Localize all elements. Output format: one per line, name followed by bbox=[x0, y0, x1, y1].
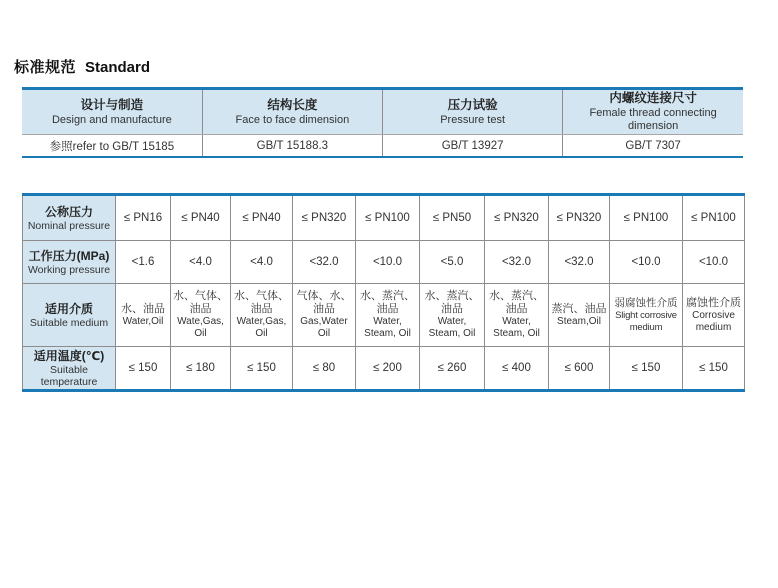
param-medium-en: Water, Steam, Oil bbox=[364, 316, 411, 339]
standards-header-zh: 结构长度 bbox=[267, 97, 318, 112]
standards-header-en: Pressure test bbox=[440, 113, 506, 126]
param-cell-medium-10 bbox=[683, 284, 745, 347]
param-cell-working_pressure-4: <32.0 bbox=[293, 241, 356, 284]
standards-header-cell-0 bbox=[22, 89, 202, 135]
param-row-header-temperature bbox=[23, 347, 116, 391]
param-medium-zh: 水、蒸汽、油品 bbox=[424, 290, 480, 315]
param-cell-temperature-10: ≤ 150 bbox=[683, 347, 745, 391]
param-cell-medium-9 bbox=[610, 284, 683, 347]
param-cell-working_pressure-7: <32.0 bbox=[485, 241, 549, 284]
param-cell-medium-1 bbox=[116, 284, 171, 347]
standards-header-en: Face to face dimension bbox=[235, 113, 350, 126]
param-cell-temperature-7: ≤ 400 bbox=[485, 347, 549, 391]
standards-value-cell-0: 参照refer to GB/T 15185 bbox=[22, 135, 202, 158]
param-cell-temperature-2: ≤ 180 bbox=[171, 347, 231, 391]
standards-value-cell-3: GB/T 7307 bbox=[563, 135, 743, 158]
standards-header-zh: 内螺纹连接尺寸 bbox=[609, 91, 697, 105]
param-cell-medium-8 bbox=[549, 284, 610, 347]
param-medium-en: Water, Steam, Oil bbox=[428, 316, 476, 339]
param-cell-working_pressure-5: <10.0 bbox=[356, 241, 420, 284]
param-cell-temperature-3: ≤ 150 bbox=[231, 347, 293, 391]
param-row-medium bbox=[23, 284, 745, 347]
standards-value-cell-2: GB/T 13927 bbox=[383, 135, 563, 158]
param-cell-working_pressure-1: <1.6 bbox=[116, 241, 171, 284]
standards-header-en: Design and manufacture bbox=[51, 113, 172, 126]
standards-header-row bbox=[22, 89, 743, 135]
param-cell-temperature-1: ≤ 150 bbox=[116, 347, 171, 391]
param-row-header-zh: 工作压力(MPa) bbox=[28, 248, 110, 263]
param-row-header-zh: 适用温度(℃) bbox=[33, 348, 105, 363]
standards-value-row bbox=[22, 135, 743, 158]
standards-header-cell-1 bbox=[202, 89, 382, 135]
param-cell-temperature-6: ≤ 260 bbox=[420, 347, 485, 391]
param-medium-zh: 水、油品 bbox=[121, 302, 165, 315]
param-row-header-nominal_pressure bbox=[23, 195, 116, 241]
param-cell-nominal_pressure-7: ≤ PN320 bbox=[485, 195, 549, 241]
param-medium-en: Wate,Gas, Oil bbox=[177, 316, 224, 339]
param-row-header-zh: 公称压力 bbox=[44, 204, 93, 219]
param-medium-en: Water,Gas, Oil bbox=[236, 316, 287, 339]
param-cell-working_pressure-2: <4.0 bbox=[171, 241, 231, 284]
param-medium-zh: 弱腐蚀性介质 bbox=[614, 296, 678, 309]
param-medium-zh: 水、蒸汽、油品 bbox=[489, 290, 544, 315]
parameters-tbody bbox=[23, 195, 745, 391]
param-cell-temperature-5: ≤ 200 bbox=[356, 347, 420, 391]
param-medium-zh: 水、气体、油品 bbox=[173, 290, 228, 315]
parameters-table bbox=[22, 193, 745, 392]
standards-header-zh: 压力试验 bbox=[447, 97, 498, 112]
param-cell-nominal_pressure-6: ≤ PN50 bbox=[420, 195, 485, 241]
page-title-en: Standard bbox=[85, 59, 151, 76]
param-medium-en: Water,Oil bbox=[122, 315, 164, 327]
param-cell-medium-3 bbox=[231, 284, 293, 347]
param-cell-working_pressure-3: <4.0 bbox=[231, 241, 293, 284]
standards-header-zh: 设计与制造 bbox=[80, 97, 144, 112]
param-cell-nominal_pressure-5: ≤ PN100 bbox=[356, 195, 420, 241]
param-medium-zh: 腐蚀性介质 bbox=[686, 296, 741, 309]
param-cell-temperature-9: ≤ 150 bbox=[610, 347, 683, 391]
param-row-header-en: Suitable medium bbox=[29, 316, 109, 329]
param-medium-en: Slight corrosive medium bbox=[615, 309, 677, 333]
param-cell-nominal_pressure-8: ≤ PN320 bbox=[549, 195, 610, 241]
param-row-working_pressure bbox=[23, 241, 745, 284]
param-medium-zh: 水、气体、油品 bbox=[234, 290, 289, 315]
param-medium-zh: 蒸汽、油品 bbox=[551, 302, 607, 315]
param-medium-zh: 水、蒸汽、油品 bbox=[360, 290, 415, 315]
param-row-header-working_pressure bbox=[23, 241, 116, 284]
param-row-temperature bbox=[23, 347, 745, 391]
param-cell-nominal_pressure-3: ≤ PN40 bbox=[231, 195, 293, 241]
param-cell-nominal_pressure-2: ≤ PN40 bbox=[171, 195, 231, 241]
param-cell-nominal_pressure-4: ≤ PN320 bbox=[293, 195, 356, 241]
param-cell-working_pressure-6: <5.0 bbox=[420, 241, 485, 284]
param-cell-medium-7 bbox=[485, 284, 549, 347]
param-row-header-zh: 适用介质 bbox=[44, 301, 93, 316]
param-medium-en: Water, Steam, Oil bbox=[493, 316, 540, 339]
param-medium-en: Gas,Water Oil bbox=[300, 316, 348, 339]
param-cell-working_pressure-10: <10.0 bbox=[683, 241, 745, 284]
param-medium-zh: 气体、水、油品 bbox=[296, 290, 352, 315]
param-cell-medium-5 bbox=[356, 284, 420, 347]
standards-header-cell-2 bbox=[383, 89, 563, 135]
param-cell-medium-6 bbox=[420, 284, 485, 347]
param-row-header-en: Nominal pressure bbox=[27, 219, 111, 232]
param-row-nominal_pressure bbox=[23, 195, 745, 241]
param-row-header-en: Working pressure bbox=[27, 263, 111, 276]
param-cell-temperature-8: ≤ 600 bbox=[549, 347, 610, 391]
param-cell-medium-2 bbox=[171, 284, 231, 347]
param-row-header-medium bbox=[23, 284, 116, 347]
param-cell-working_pressure-9: <10.0 bbox=[610, 241, 683, 284]
param-medium-en: Corrosive medium bbox=[692, 309, 735, 333]
param-cell-temperature-4: ≤ 80 bbox=[293, 347, 356, 391]
page-title bbox=[14, 56, 150, 77]
param-medium-en: Steam,Oil bbox=[557, 315, 601, 327]
page-title-zh: 标准规范 bbox=[14, 59, 77, 76]
param-cell-nominal_pressure-10: ≤ PN100 bbox=[683, 195, 745, 241]
param-cell-nominal_pressure-9: ≤ PN100 bbox=[610, 195, 683, 241]
standards-header-en: Female thread connecting dimension bbox=[589, 107, 717, 132]
standards-header-cell-3 bbox=[563, 89, 743, 135]
param-cell-working_pressure-8: <32.0 bbox=[549, 241, 610, 284]
param-row-header-en: Suitable temperature bbox=[40, 363, 98, 388]
param-cell-nominal_pressure-1: ≤ PN16 bbox=[116, 195, 171, 241]
standards-table bbox=[22, 87, 743, 158]
standards-value-cell-1: GB/T 15188.3 bbox=[202, 135, 382, 158]
param-cell-medium-4 bbox=[293, 284, 356, 347]
